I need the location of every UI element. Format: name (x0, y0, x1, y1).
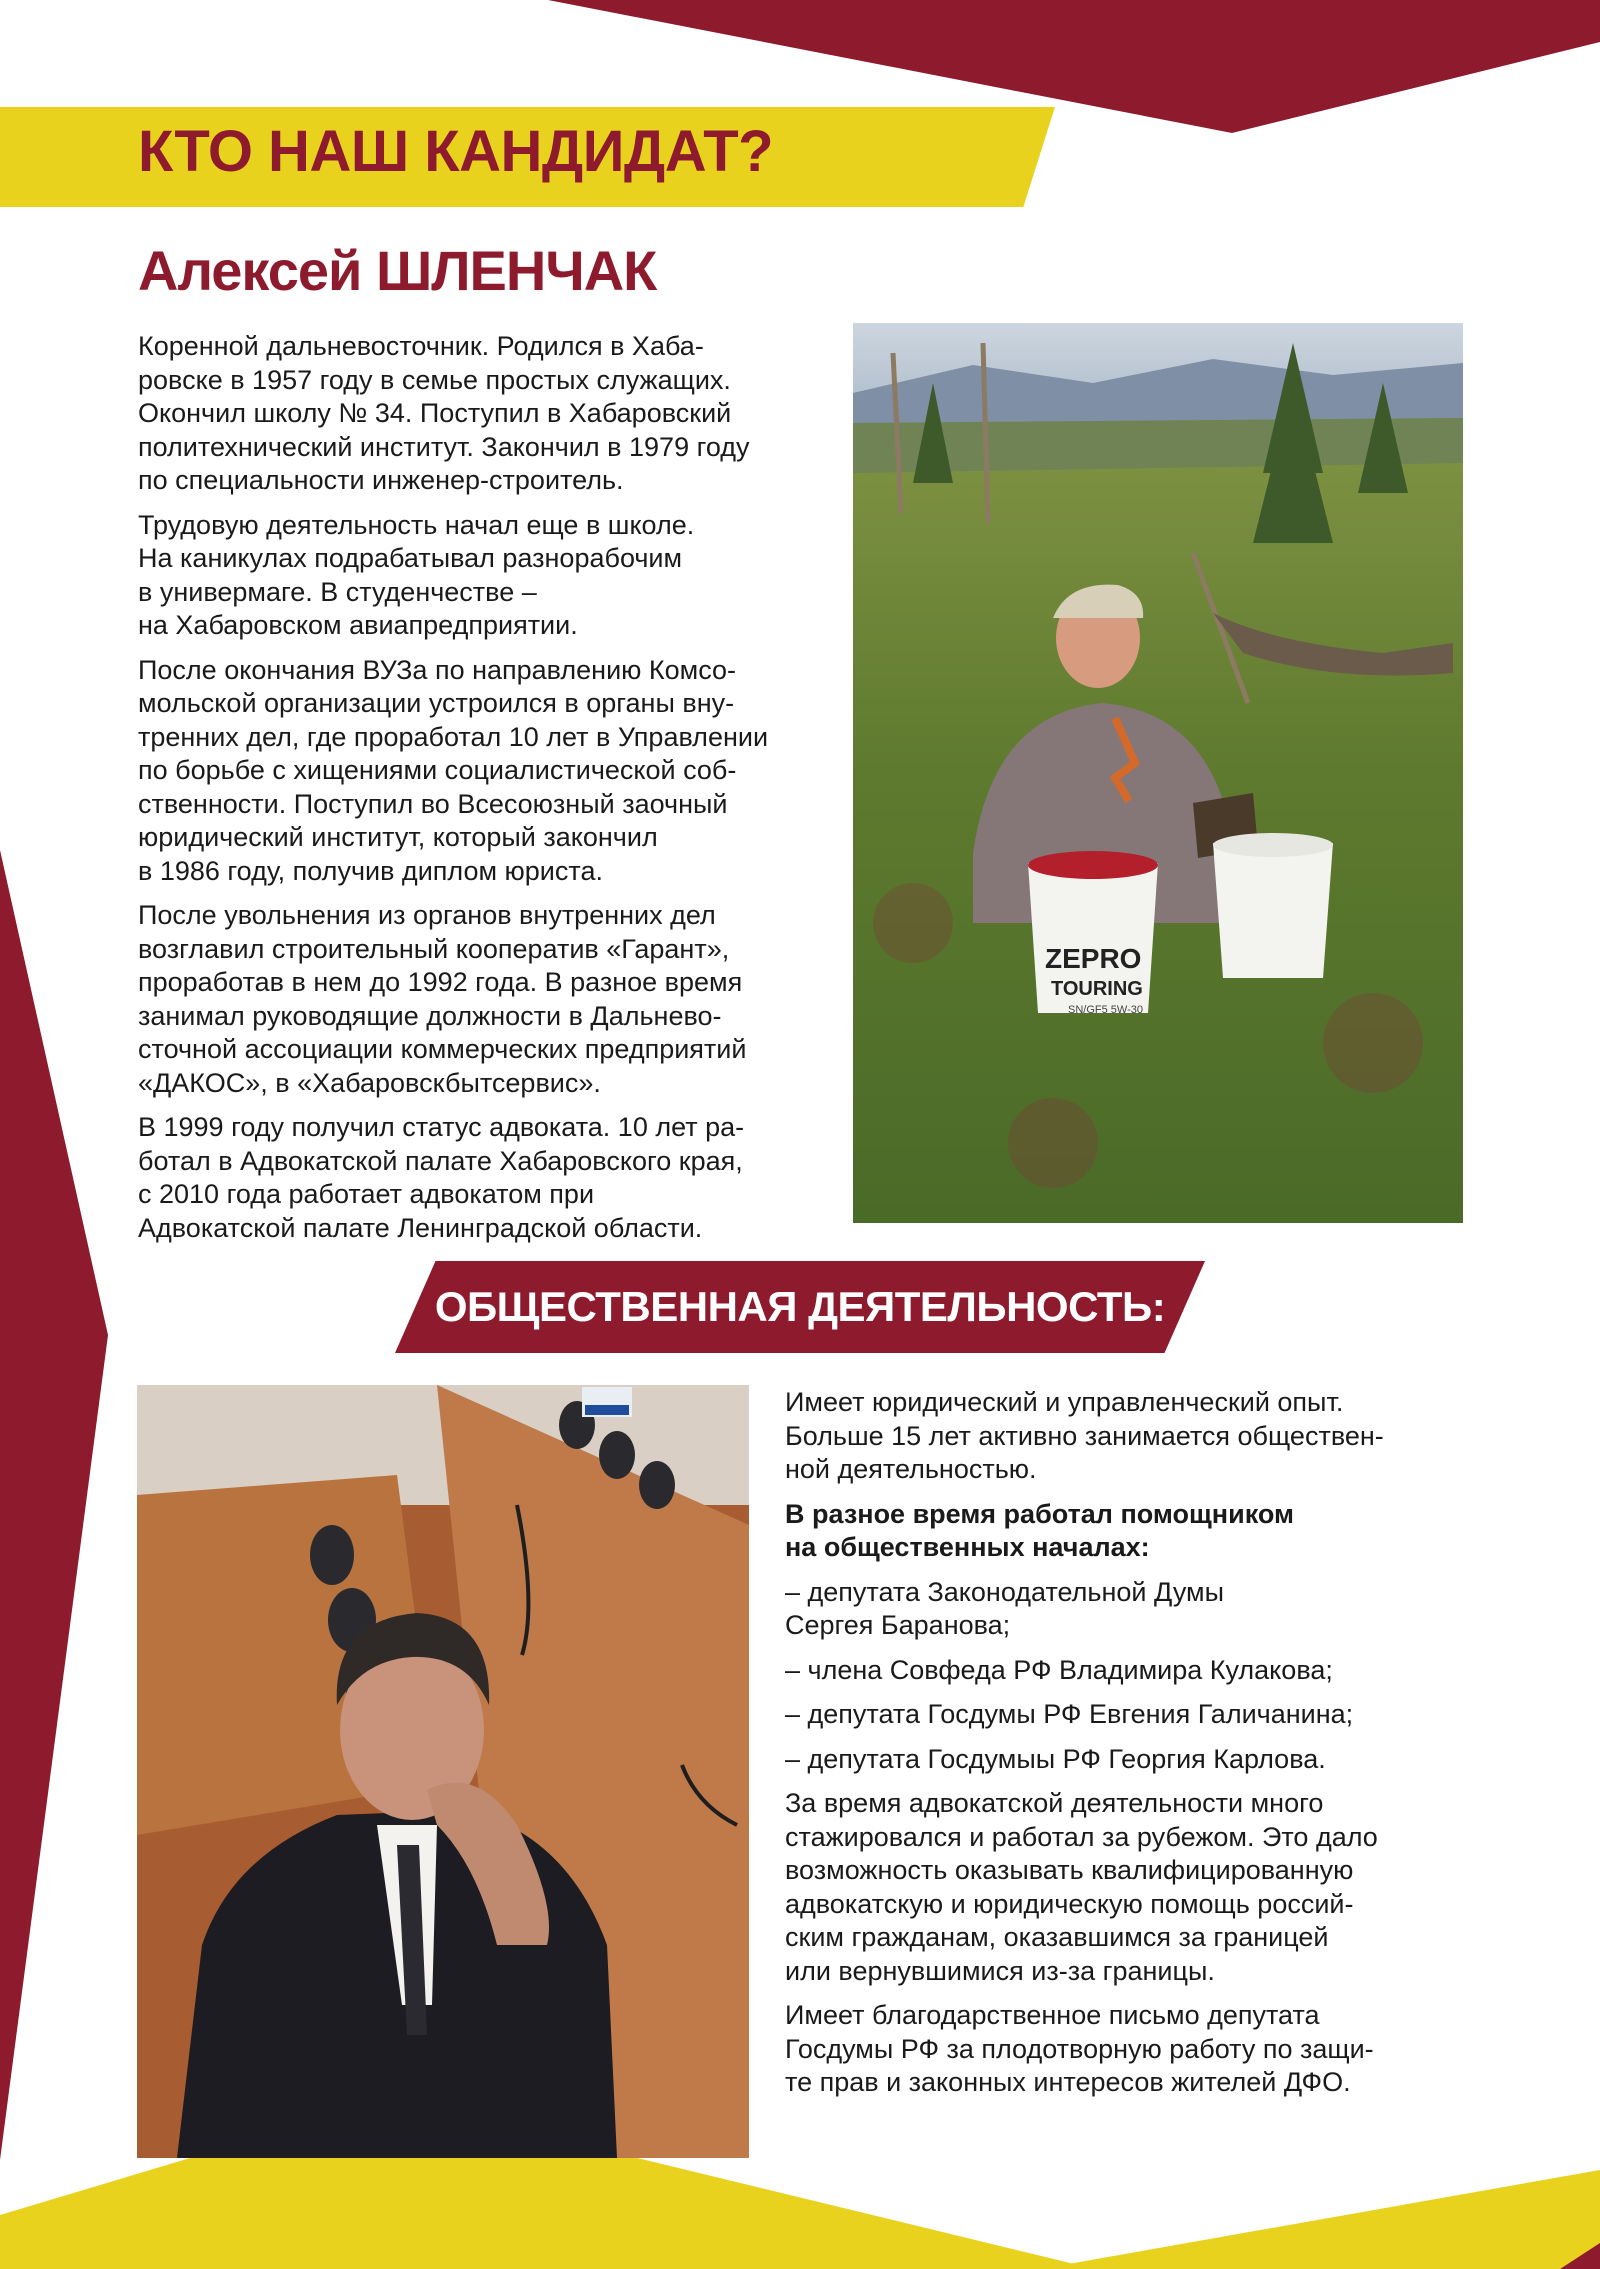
public-intro: Имеет юридический и управленческий опыт. Больше 15 лет активно занимается обществен- ной деятельностью. (785, 1387, 1384, 1484)
bucket-spec-text: SN/GF5 5W-30 (1068, 1004, 1143, 1016)
bio-paragraph-lawyer: В 1999 году получил статус адвоката. 10 лет ра- ботал в Адвокатской палате Хабаровского края, с 2010 года работает адвокатом при Адвокатской палате Ленинградской области. (138, 1112, 745, 1243)
bucket-brand-text: ZEPRO (1045, 943, 1142, 974)
bottom-right-yellow-shape (1040, 2170, 1600, 2269)
bio-paragraph-early-work: Трудовую деятельность начал еще в школе. На каникулах подрабатывал разнорабочим в универмаге. В студенчестве – на Хабаровском авиапредприятии. (138, 509, 695, 640)
abroad-paragraph: За время адвокатской деятельности много стажировался и работал за рубежом. Это дало возможность оказывать квалифицированную адвокатскую и юридическую помощь россий- ским гражданам, оказавшимся за границей или вернувшимися из-за границы. (785, 1788, 1378, 1986)
list-item: – депутата Госдумыы РФ Георгия Карлова. (785, 1743, 1326, 1774)
assistant-positions-list (785, 1576, 1475, 1777)
section-title-public-activity: ОБЩЕСТВЕННАЯ ДЕЯТЕЛЬНОСТЬ: (434, 1283, 1166, 1330)
biography-section (138, 330, 828, 1256)
candidate-name: Алексей ШЛЕНЧАК (138, 239, 657, 302)
candidate-portrait-photo (137, 1385, 749, 2158)
bio-paragraph-police: После окончания ВУЗа по направлению Комсо- мольской организации устроился в органы вну- тренних дел, где проработал 10 лет в Управлении по борьбе с хищениями социалистической соб- ственности. Поступил во Всесоюзный заочный юридический институт, который закончил в 1986 году, получив диплом юриста. (138, 654, 769, 886)
list-item: – депутата Законодательной Думы Сергея Баранова; (785, 1576, 1225, 1640)
candidate-field-photo (853, 323, 1463, 1223)
list-item: – члена Совфеда РФ Владимира Кулакова; (785, 1654, 1333, 1685)
bio-paragraph-birth: Коренной дальневосточник. Родился в Хаба- ровске в 1957 году в семье простых служащих. Окончил школу № 34. Поступил в Хабаровский политехнический институт. Закончил в 1979 году по специальности инженер-строитель. (138, 331, 750, 495)
left-maroon-shape (0, 850, 108, 2160)
bio-paragraph-business: После увольнения из органов внутренних дел возглавил строительный кооператив «Гарант», проработав в нем до 1992 года. В разное время занимал руководящие должности в Дальнево- сточной ассоциации коммерческих предприятий «ДАКОС», в «Хабаровскбытсервис». (138, 900, 747, 1098)
page-title: КТО НАШ КАНДИДАТ? (138, 119, 774, 184)
list-item: – депутата Госдумы РФ Евгения Галичанина; (785, 1699, 1354, 1729)
award-paragraph: Имеет благодарственное письмо депутата Госдумы РФ за плодотворную работу по защи- те прав и законных интересов жителей ДФО. (785, 2000, 1374, 2097)
assistant-heading: В разное время работал помощником на общественных началах: (785, 1498, 1294, 1562)
public-activity-section (785, 1386, 1475, 2111)
bucket-line-text: TOURING (1051, 978, 1143, 1000)
